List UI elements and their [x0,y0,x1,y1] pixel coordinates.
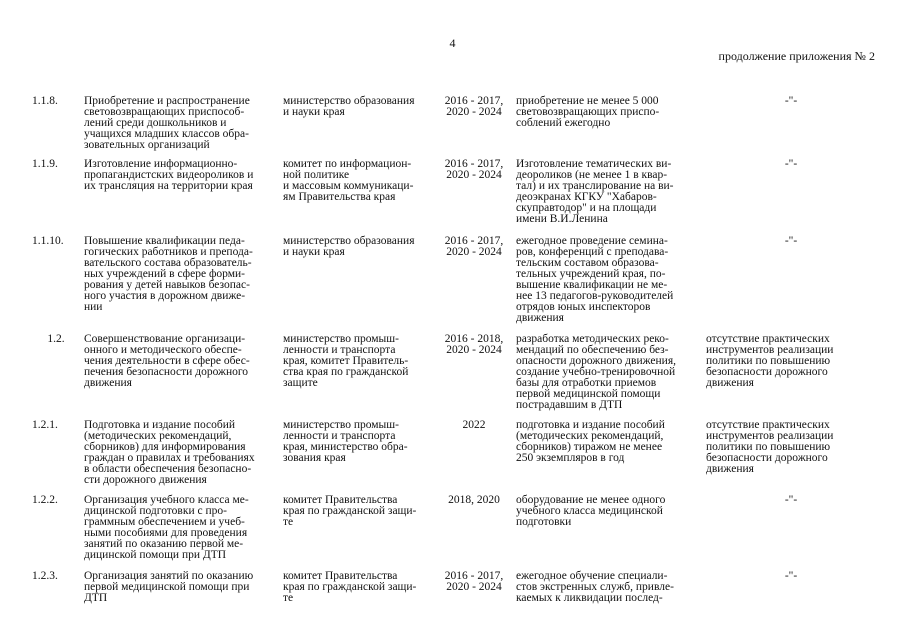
row-number: 1.2.3. [32,570,58,582]
result-cell: подготовка и издание пособий (методических рекомендаций, сборников) тиражом не менее 250 экземпляров в год [516,419,665,464]
continuation-label: продолжение приложения № 2 [718,49,875,63]
executor-cell: министерство промыш- ленности и транспорта края, комитет Правитель- ства края по гражданской защите [283,333,409,389]
term-cell: 2016 - 2018, 2020 - 2024 [444,333,504,356]
activity-cell: Совершенствование организаци- онного и методического обеспе- чения деятельности в сфере обес- печения безопасности дорожного движения [84,333,250,389]
executor-cell: комитет по информацион- ной политике и массовым коммуникаци- ям Правительства края [283,158,414,203]
row-number: 1.2.1. [32,419,58,431]
result-cell: оборудование не менее одного учебного класса медицинской подготовки [516,494,666,528]
result-cell: приобретение не менее 5 000 световозвращающих приспо- соблений ежегодно [516,95,660,129]
term-cell: 2018, 2020 [448,494,500,506]
risk-cell: -"- [784,158,798,170]
risk-cell: -"- [784,235,798,247]
activity-cell: Изготовление информационно- пропагандистских видеороликов и их трансляция на территории края [84,158,254,192]
risk-cell: -"- [784,570,798,582]
term-cell: 2022 [462,419,486,431]
executor-cell: министерство промыш- ленности и транспорта края, министерство обра- зования края [283,419,408,464]
risk-cell: отсутствие практических инструментов реализации политики по повышению безопасности дорожного движения [706,419,834,475]
term-cell: 2016 - 2017, 2020 - 2024 [444,158,504,181]
row-number: 1.1.8. [32,95,58,107]
executor-cell: комитет Правительства края по гражданской защи- те [283,570,417,604]
row-number: 1.1.9. [32,158,58,170]
risk-cell: -"- [784,494,798,506]
activity-cell: Повышение квалификации педа- гогических работников и препода- вательского состава образователь- ных учреждений в сфере форми- рования у детей навыков безопас- ного участия в дорожном движе- нии [84,235,253,313]
term-cell: 2016 - 2017, 2020 - 2024 [444,235,504,258]
result-cell: разработка методических реко- мендаций по обеспечению без- опасности дорожного движения, создание учебно-тренировочной базы для отработки приемов первой медицинской помощи пострадавшим в ДТП [516,333,676,411]
activity-cell: Приобретение и распространение световозвращающих приспособ- лений среди дошкольников и учащихся младших классов обра- зовательных организаций [84,95,250,151]
activity-cell: Организация занятий по оказанию первой медицинской помощи при ДТП [84,570,254,604]
result-cell: Изготовление тематических ви- деороликов (не менее 1 в квар- тал) и их транслирование на ви- деоэкранах КГКУ "Хабаров- скуправтодор" и на площади имени В.И.Ленина [516,158,674,225]
term-cell: 2016 - 2017, 2020 - 2024 [444,95,504,118]
executor-cell: комитет Правительства края по гражданской защи- те [283,494,417,528]
row-number: 1.2. [47,333,65,345]
executor-cell: министерство образования и науки края [283,235,415,258]
result-cell: ежегодное обучение специали- стов экстренных служб, привле- каемых к ликвидации послед- [516,570,674,604]
activity-cell: Организация учебного класса ме- дицинской подготовки с про- граммным обеспечением и учеб- ными пособиями для проведения занятий по оказанию первой ме- дицинской помощи при ДТП [84,494,249,561]
risk-cell: -"- [784,95,798,107]
page-number: 4 [449,36,456,50]
row-number: 1.1.10. [32,235,64,247]
activity-cell: Подготовка и издание пособий (методических рекомендаций, сборников) для информирования граждан о правилах и требованиях в области обеспечения безопасно- сти дорожного движения [84,419,255,486]
term-cell: 2016 - 2017, 2020 - 2024 [444,570,504,593]
row-number: 1.2.2. [32,494,58,506]
executor-cell: министерство образования и науки края [283,95,415,118]
result-cell: ежегодное проведение семина- ров, конференций с преподава- тельским составом образова- тельных учреждений края, по- вышение квалификации не ме- нее 13 педагогов-руководителей отрядов юных инспекторов движения [516,235,674,324]
risk-cell: отсутствие практических инструментов реализации политики по повышению безопасности дорожного движения [706,333,834,389]
